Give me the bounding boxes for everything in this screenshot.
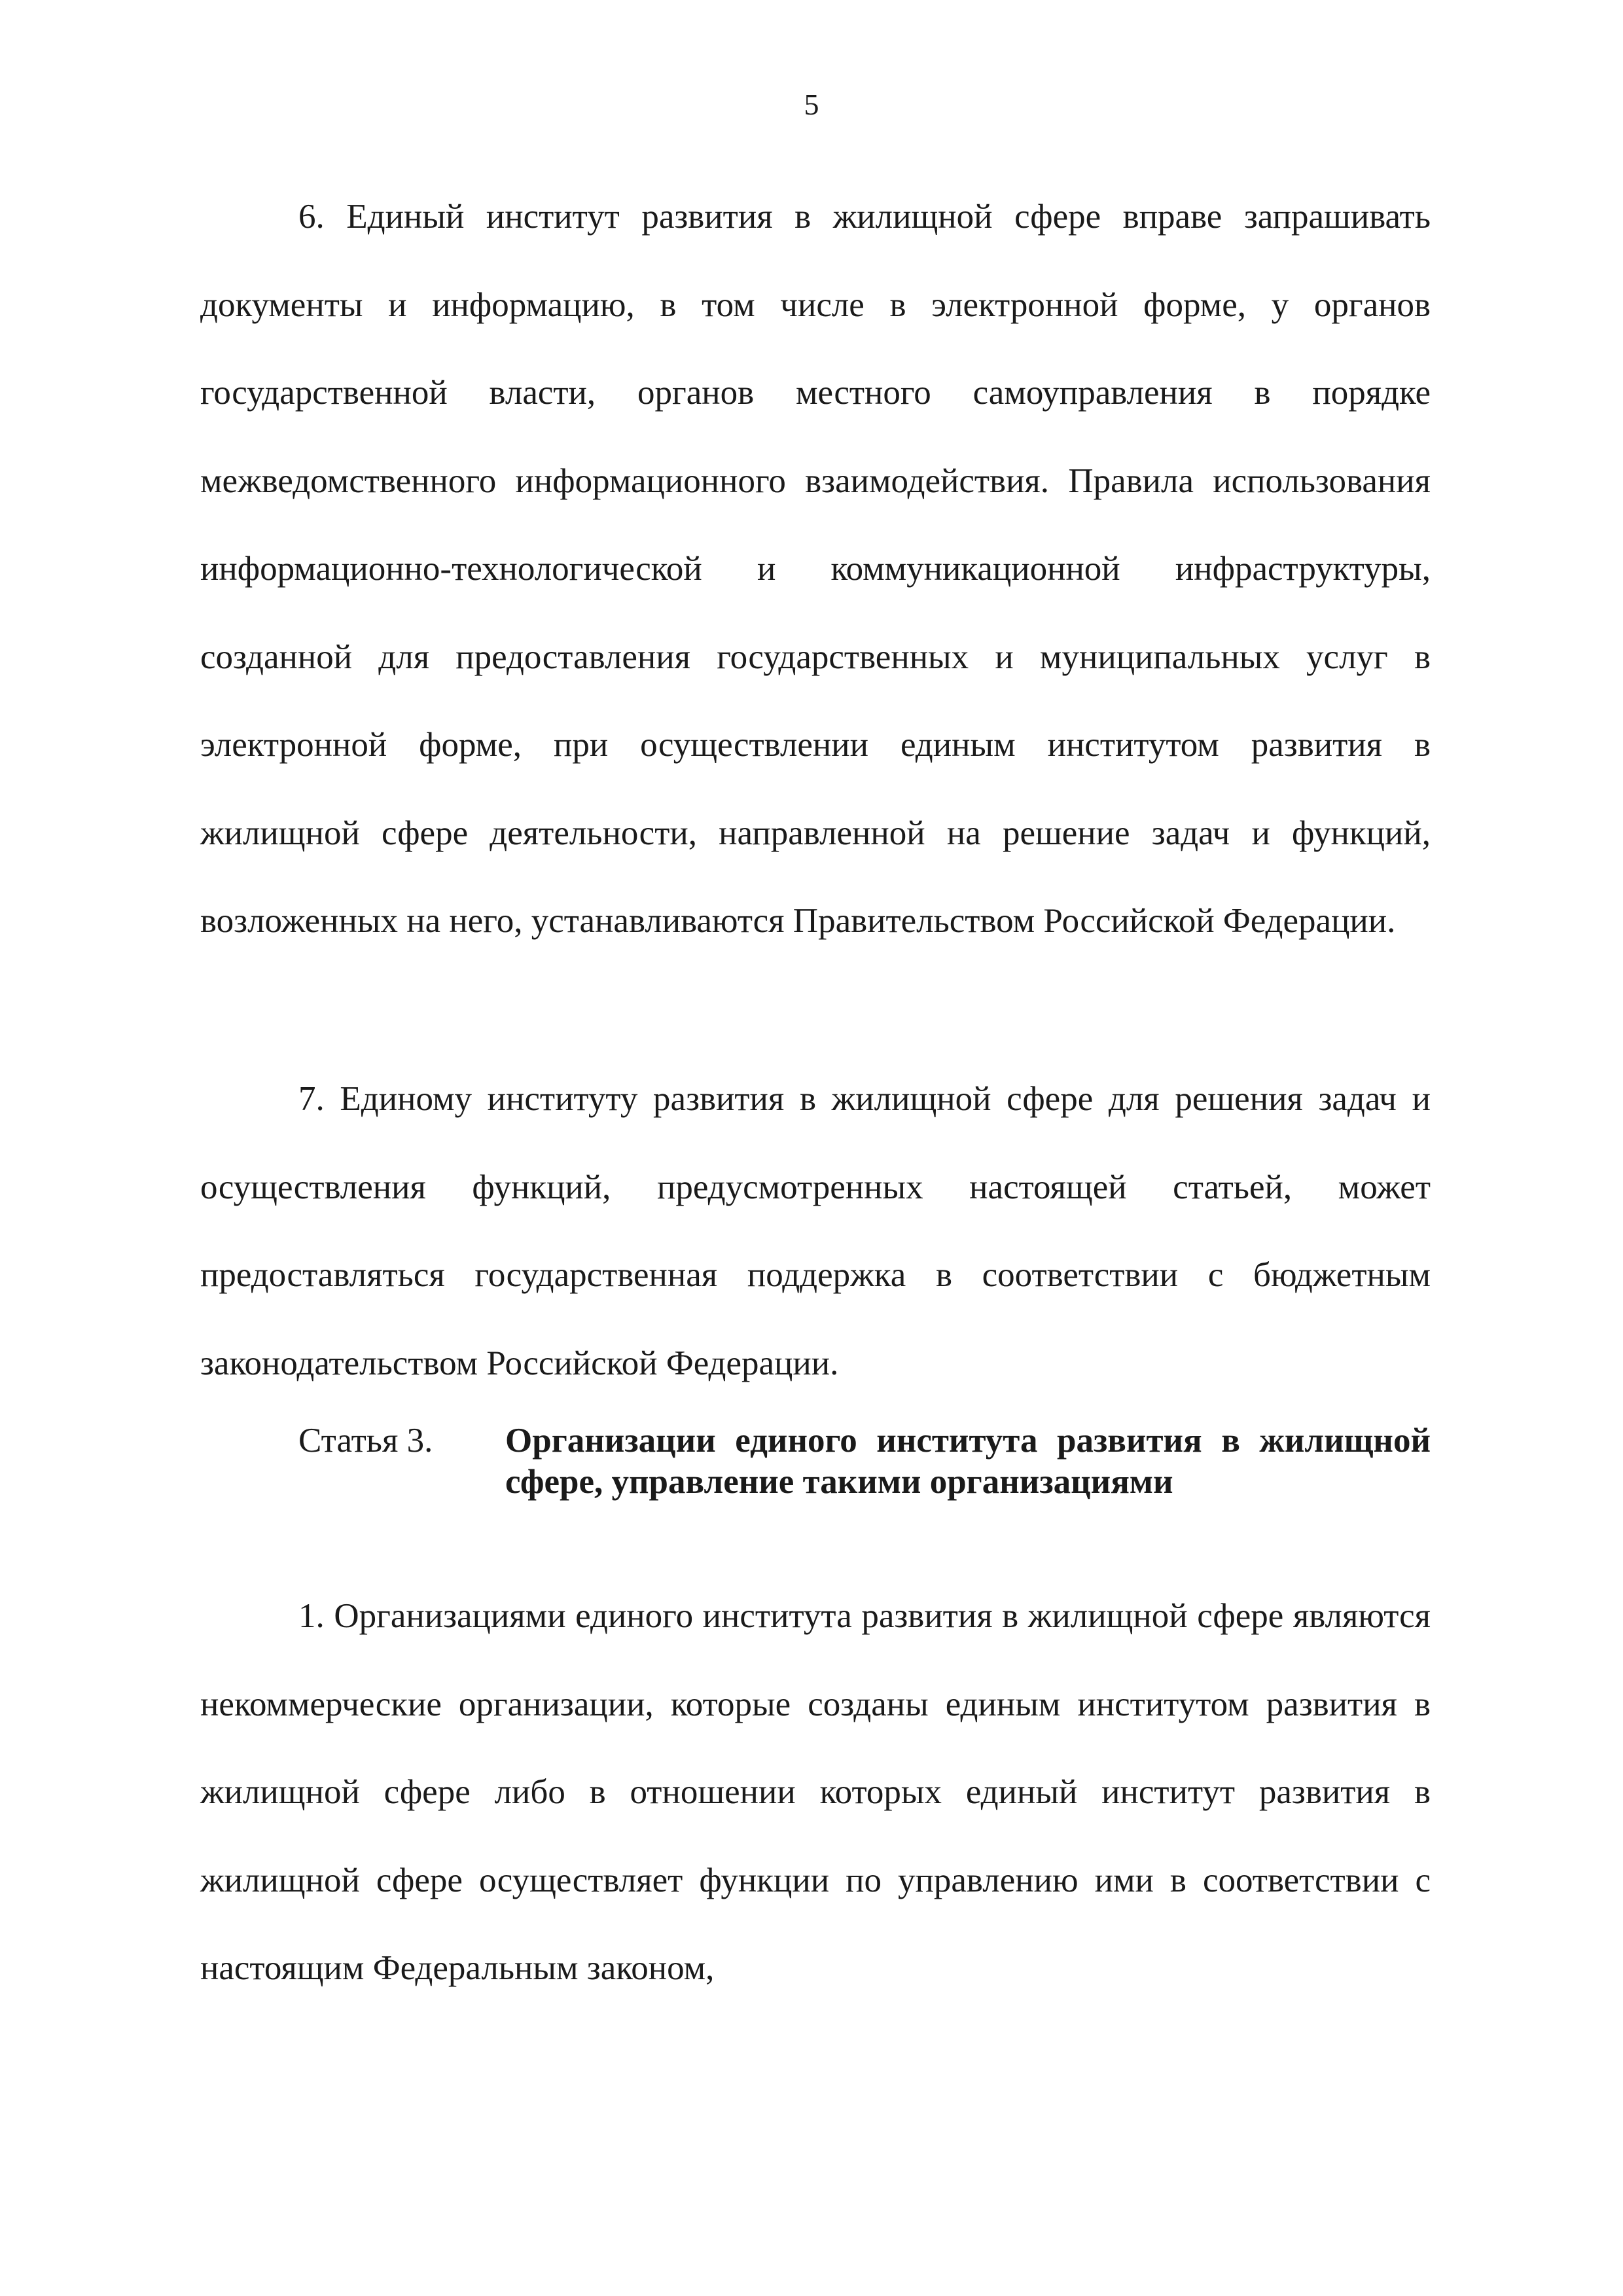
paragraph-7: 7. Единому институту развития в жилищной сфере для решения задач и осуществления функций, предусмотренных настоящей статьей, может предоставляться государственная поддержка в соответствии с бюджетным законодательством Российской Федерации. [200, 1080, 1431, 1382]
article-title: Организации единого института развития в жилищной сфере, управление такими организациями [505, 1422, 1431, 1501]
article-3-paragraph-1: 1. Организациями единого института развития в жилищной сфере являются некоммерческие организации, которые созданы единым институтом развития в жилищной сфере либо в отношении которых единый институт развития в жилищной сфере осуществляет функции по управлению ими в соответствии с настоящим Федеральным законом, [200, 1597, 1431, 1987]
article-label: Статья 3. [298, 1422, 433, 1460]
paragraph-6: 6. Единый институт развития в жилищной сфере вправе запрашивать документы и информацию, в том числе в электронной форме, у органов государственной власти, органов местного самоуправления в порядке межведомственного информационного взаимодействия. Правила использования информационно-технологической и коммуникационной инфраструктуры, созданной для предоставления государственных и муниципальных услуг в электронной форме, при осуществлении единым институтом развития в жилищной сфере деятельности, направленной на решение задач и функций, возложенных на него, устанавливаются Правительством Российской Федерации. [200, 198, 1431, 940]
article-heading [200, 1420, 1431, 1503]
page-number: 5 [804, 88, 819, 121]
